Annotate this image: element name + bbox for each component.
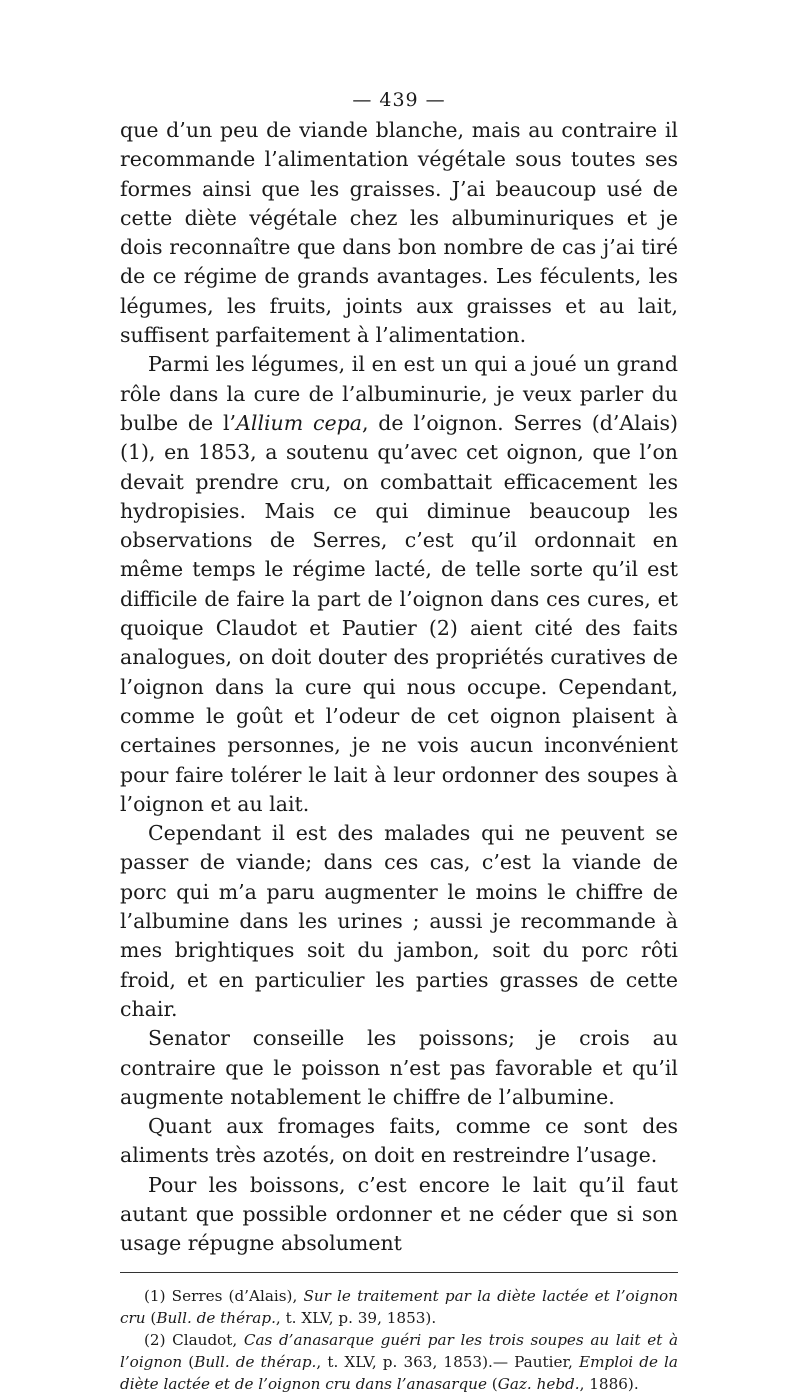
footnote	[120, 1329, 678, 1395]
footnotes	[120, 1285, 678, 1395]
paragraph-text: Cependant il est des malades qui ne peuvent se passer de viande; dans ces cas, c’est la viande de porc qui m’a paru augmenter le moins le chiffre de l’albumine dans les urines ; aussi je recommande à mes brightiques soit du jambon, soit du porc rôti froid, et en particulier les parties grasses de cette chair.	[120, 821, 678, 1021]
footnote-text: (	[486, 1374, 498, 1393]
footnote-text: (2) Claudot,	[144, 1330, 244, 1349]
paragraph-text: Parmi les légumes, il en est un qui a joué un grand rôle dans la cure de l’albuminurie, je veux parler du bulbe de l’	[120, 352, 678, 435]
footnote-text-italic: Bull. de thérap.	[194, 1352, 317, 1371]
footnote-text-italic: Cas d’anasarque guéri par les trois soupes au lait et à l’oignon	[120, 1330, 679, 1371]
paragraph	[120, 116, 678, 350]
body-text	[120, 116, 678, 1259]
paragraph	[120, 1112, 678, 1171]
footnote	[120, 1285, 678, 1329]
footnote-text: , 1886).	[579, 1374, 639, 1393]
paragraph-text: , de l’oignon. Serres (d’Alais) (1), en 1853, a soutenu qu’avec cet oignon, que l’on devait prendre cru, on combattait efficacement les hydropisies. Mais ce qui diminue beaucoup les observations de Serres, c’est qu’il ordonnait en même temps le régime lacté, de telle sorte qu’il est difficile de faire la part de l’oignon dans ces cures, et quoique Claudot et Pautier (2) aient cité des faits analogues, on doit douter des propriétés curatives de l’oignon dans la cure qui nous occupe. Cependant, comme le goût et l’odeur de cet oignon plaisent à certaines personnes, je ne vois aucun inconvénient pour faire tolérer le lait à leur ordonner des soupes à l’oignon et au lait.	[120, 410, 679, 816]
footnote-text: (	[182, 1352, 195, 1371]
footnote-text: (1) Serres (d’Alais),	[144, 1286, 304, 1305]
paragraph-text: Senator conseille les poissons; je crois au contraire que le poisson n’est pas favorable et qu’il augmente notablement le chiffre de l’albumine.	[120, 1026, 678, 1109]
footnote-text: , t. XLV, p. 39, 1853).	[275, 1308, 437, 1327]
footnote-text: (	[145, 1308, 157, 1327]
paragraph-text-italic: Allium cepa	[236, 410, 362, 435]
footnote-text-italic: Sur le traitement par la diète lactée et l’oignon cru	[120, 1286, 678, 1327]
paragraph-text: Quant aux fromages faits, comme ce sont des aliments très azotés, on doit en restreindre l’usage.	[120, 1114, 678, 1168]
paragraph	[120, 350, 678, 819]
paragraph	[120, 1171, 678, 1259]
paragraph-text: Pour les boissons, c’est encore le lait qu’il faut autant que possible ordonner et ne céder que si son usage répugne absolument	[120, 1172, 678, 1256]
footnote-text: , t. XLV, p. 363, 1853).— Pautier,	[316, 1352, 580, 1371]
footnote-text-italic: Bull. de thérap.	[156, 1308, 276, 1327]
footnote-text-italic: Gaz. hebd.	[497, 1374, 580, 1393]
footnote-separator	[120, 1272, 678, 1273]
paragraph-text: que d’un peu de viande blanche, mais au contraire il recommande l’alimentation végétale sous toutes ses formes ainsi que les graisses. J’ai beaucoup usé de cette diète végétale chez les albuminuriques et je dois reconnaître que dans bon nombre de cas j’ai tiré de ce régime de grands avantages. Les féculents, les légumes, les fruits, joints aux graisses et au lait, suffisent parfaitement à l’alimentation.	[120, 118, 678, 348]
footnote-text-italic: Emploi de la diète lactée et de l’oignon cru dans l’anasarque	[120, 1352, 678, 1393]
paragraph	[120, 819, 678, 1024]
book-page	[120, 85, 678, 1395]
page-number: — 439 —	[352, 89, 446, 111]
paragraph	[120, 1024, 678, 1112]
